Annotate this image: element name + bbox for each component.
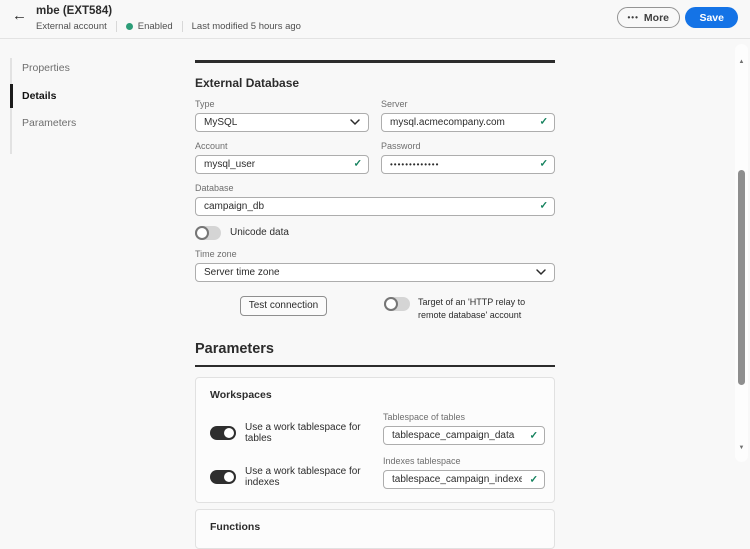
last-modified-label: Last modified 5 hours ago (191, 21, 301, 32)
tables-tablespace-toggle-label: Use a work tablespace for tables (245, 422, 361, 444)
sidebar-item-parameters[interactable]: Parameters (22, 117, 77, 129)
workspaces-heading: Workspaces (210, 389, 272, 401)
indexes-tablespace-field (383, 448, 545, 489)
chevron-down-icon (350, 119, 360, 125)
tables-tablespace-label: Tablespace of tables (383, 412, 466, 422)
server-label: Server (381, 98, 408, 109)
timezone-label: Time zone (195, 248, 237, 259)
database-input[interactable] (195, 197, 555, 216)
account-field (195, 132, 369, 174)
valid-check-icon: ✓ (353, 158, 362, 170)
more-button-label: More (643, 11, 669, 24)
timezone-field (195, 249, 555, 282)
unicode-toggle-label: Unicode data (230, 227, 289, 238)
toggle-knob (224, 428, 234, 438)
indexes-tablespace-toggle[interactable] (210, 470, 236, 484)
valid-check-icon: ✓ (529, 430, 538, 441)
parameters-rule (195, 365, 555, 368)
indexes-tablespace-label: Indexes tablespace (383, 456, 461, 466)
server-field (381, 90, 555, 132)
type-field (195, 90, 369, 132)
status-dot-icon (126, 23, 133, 30)
http-relay-toggle-row (384, 296, 555, 323)
account-label: Account (195, 140, 228, 151)
sidebar-active-indicator (10, 84, 13, 108)
toggle-knob (384, 297, 398, 311)
toggle-knob (224, 472, 234, 482)
ellipsis-icon: ••• (627, 12, 639, 22)
unicode-toggle-row (195, 226, 555, 240)
sidebar-item-details[interactable]: Details (22, 90, 57, 102)
page-header (0, 0, 750, 39)
more-button[interactable] (617, 7, 681, 28)
scrollbar-thumb[interactable] (738, 170, 745, 385)
http-relay-toggle[interactable] (384, 297, 410, 311)
valid-check-icon: ✓ (539, 158, 548, 170)
save-button[interactable]: Save (685, 7, 738, 28)
scroll-up-icon[interactable]: ▲ (738, 59, 745, 65)
valid-check-icon: ✓ (539, 200, 548, 212)
toggle-knob (195, 226, 209, 240)
password-input[interactable] (381, 155, 555, 174)
server-input[interactable] (381, 113, 555, 132)
chevron-down-icon (536, 269, 546, 275)
password-label: Password (381, 140, 421, 151)
back-arrow-icon[interactable]: ← (12, 7, 27, 24)
functions-heading: Functions (210, 521, 261, 533)
tables-tablespace-field (383, 404, 545, 445)
valid-check-icon: ✓ (529, 474, 538, 485)
indexes-tablespace-input[interactable] (383, 470, 545, 489)
test-connection-button[interactable]: Test connection (240, 296, 328, 316)
account-input[interactable] (195, 155, 369, 174)
workspace-row-tables (210, 404, 545, 445)
workspace-row-indexes (210, 448, 545, 489)
sidebar-item-properties[interactable]: Properties (22, 62, 70, 74)
timezone-value: Server time zone (204, 266, 280, 278)
type-select[interactable] (195, 113, 369, 132)
page-title: mbe (EXT584) (36, 5, 113, 17)
indexes-tablespace-toggle-label: Use a work tablespace for indexes (245, 466, 361, 488)
parameters-heading: Parameters (195, 340, 274, 357)
divider (116, 21, 117, 32)
unicode-toggle[interactable] (195, 226, 221, 240)
account-type-label: External account (36, 21, 107, 32)
section-top-rule (195, 60, 555, 63)
vertical-scrollbar (735, 44, 748, 462)
tables-tablespace-toggle[interactable] (210, 426, 236, 440)
external-database-heading: External Database (195, 75, 300, 90)
password-field (381, 132, 555, 174)
status-badge (126, 21, 173, 32)
type-value: MySQL (204, 116, 238, 128)
functions-card (195, 509, 555, 549)
valid-check-icon: ✓ (539, 116, 548, 128)
database-label: Database (195, 182, 234, 193)
main-content (195, 52, 555, 549)
type-label: Type (195, 98, 215, 109)
database-field (195, 183, 555, 216)
tables-tablespace-input[interactable] (383, 426, 545, 445)
breadcrumb (36, 21, 301, 32)
scroll-down-icon[interactable]: ▼ (738, 445, 745, 451)
status-label: Enabled (137, 21, 173, 32)
http-relay-toggle-label: Target of an 'HTTP relay to remote database' account (418, 296, 526, 320)
workspaces-card (195, 377, 555, 503)
divider (182, 21, 183, 32)
timezone-select[interactable] (195, 263, 555, 282)
